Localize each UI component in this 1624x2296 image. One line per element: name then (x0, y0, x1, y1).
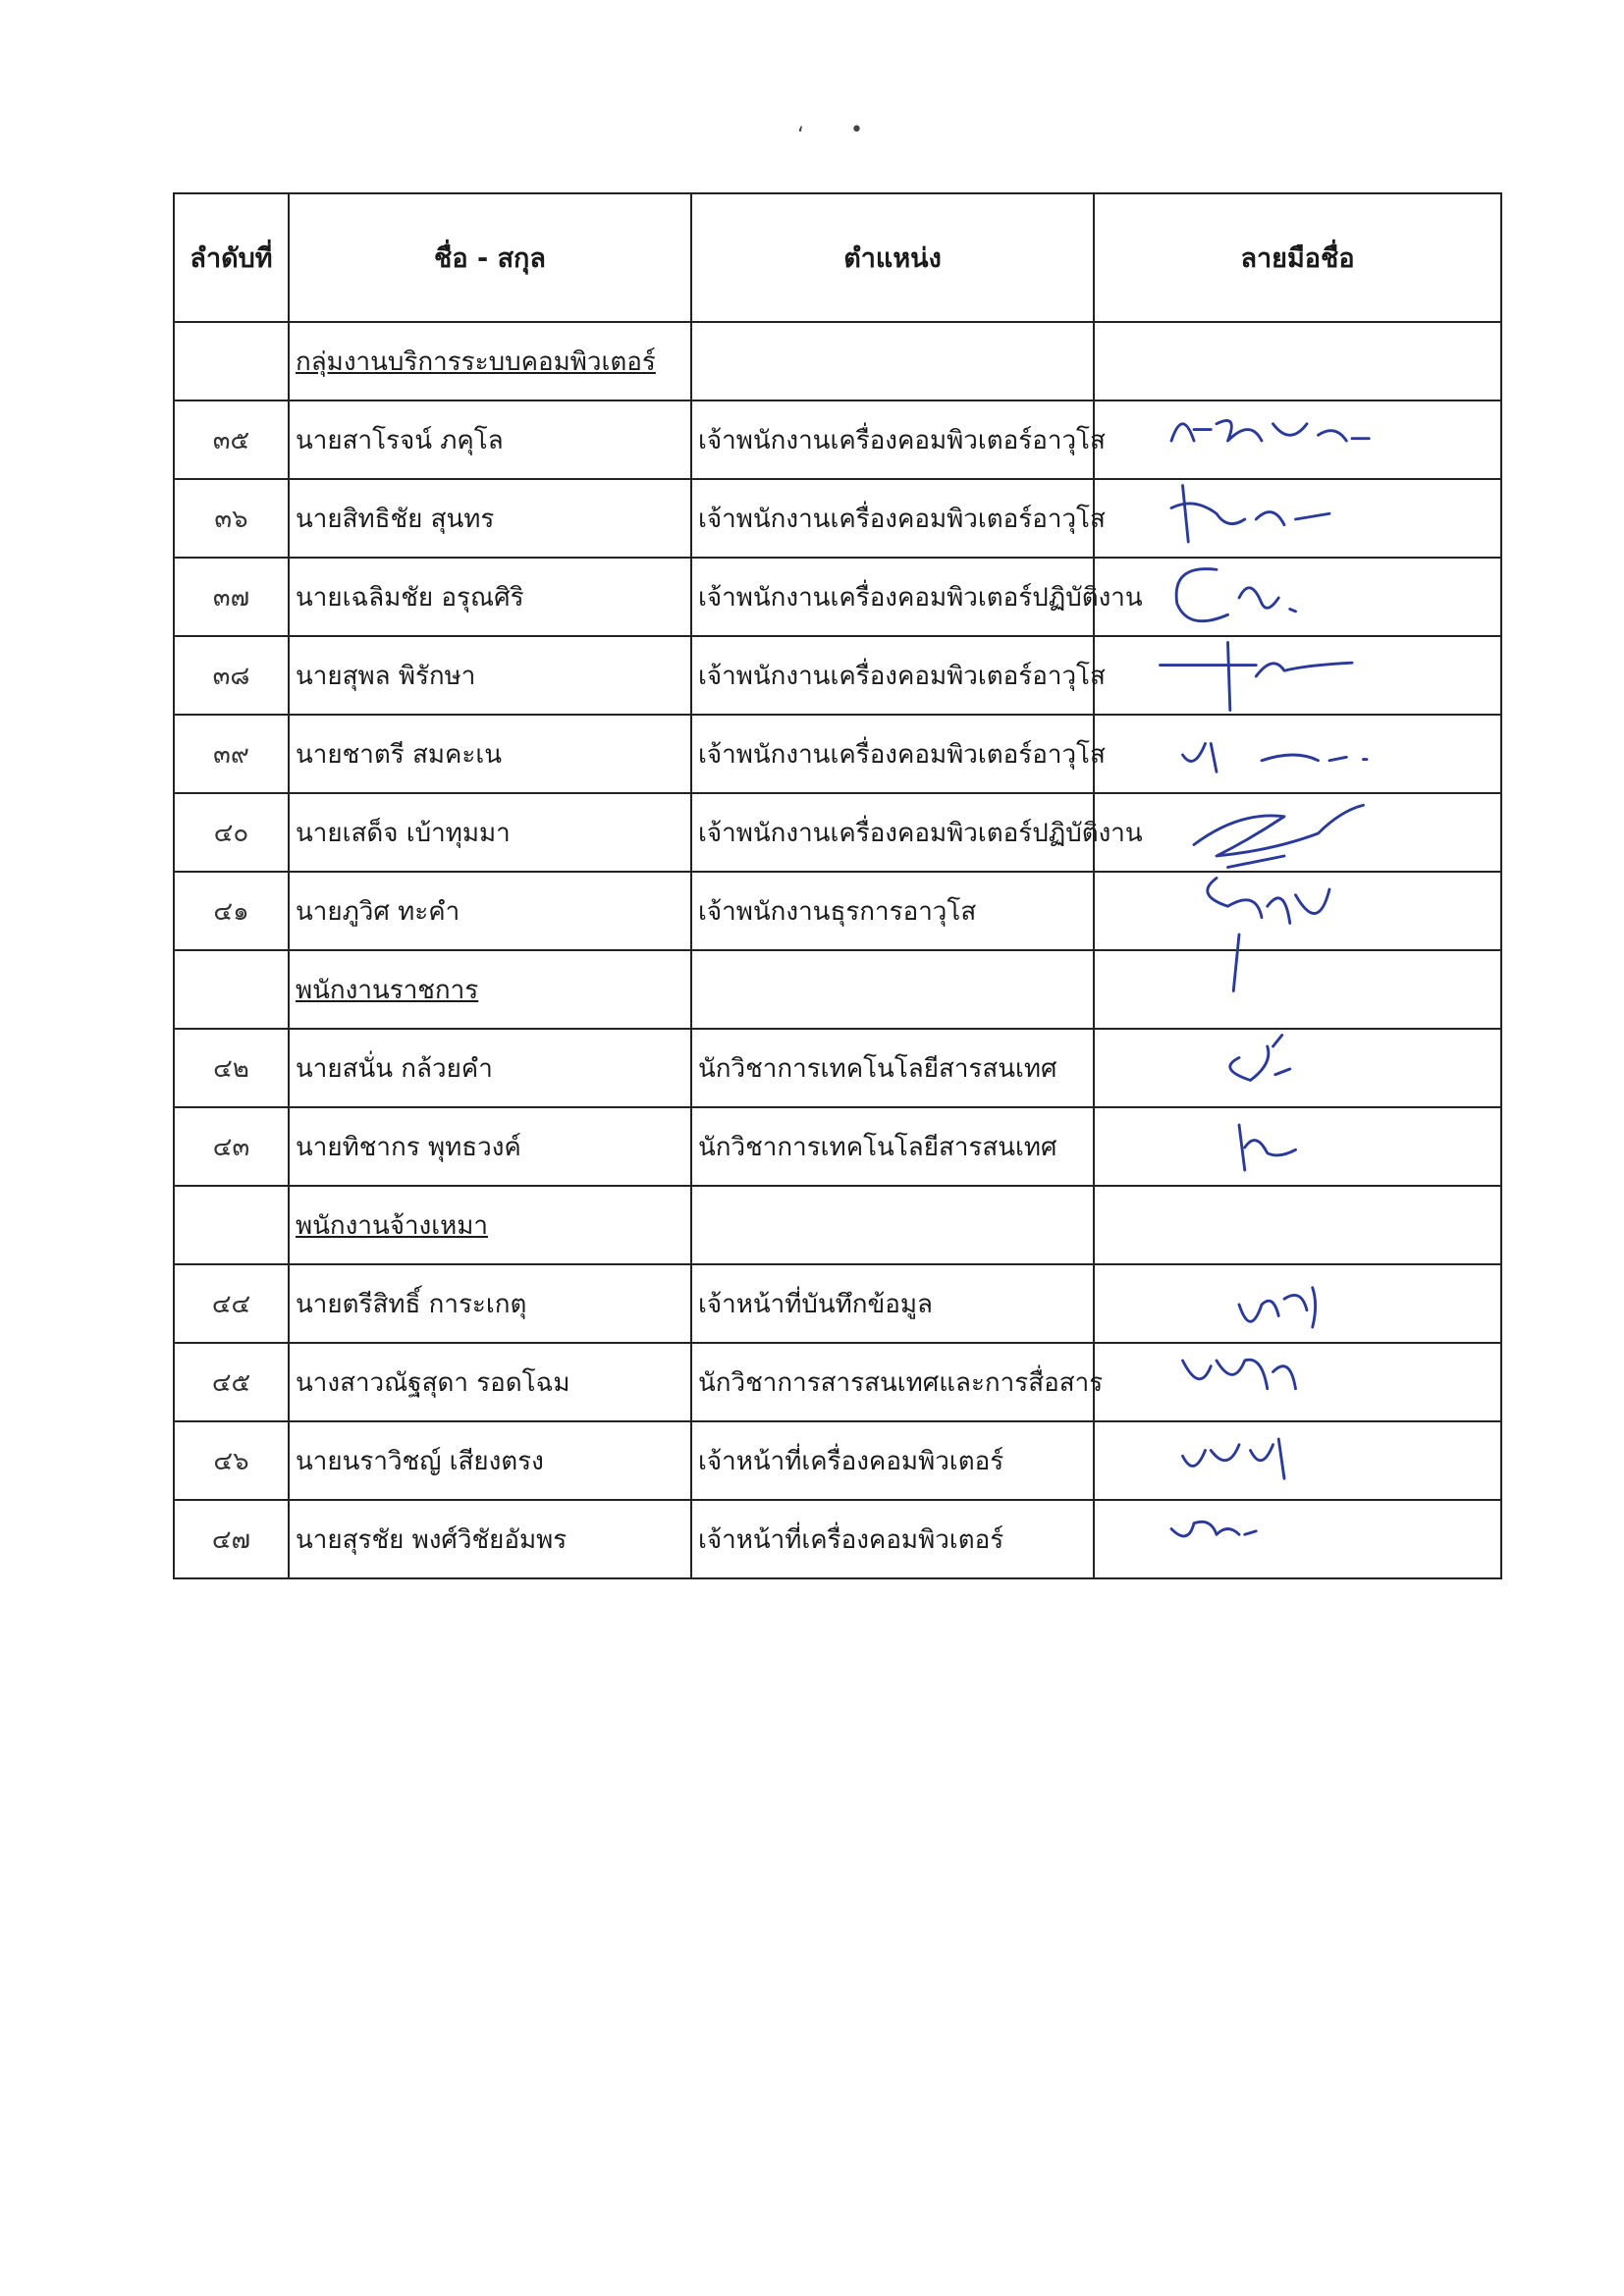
group-signature-cell (1094, 322, 1501, 400)
header-position: ตำแหน่ง (691, 193, 1094, 322)
row-position: เจ้าพนักงานเครื่องคอมพิวเตอร์อาวุโส (691, 636, 1094, 715)
row-position: เจ้าพนักงานเครื่องคอมพิวเตอร์อาวุโส (691, 400, 1094, 479)
group-title: กลุ่มงานบริการระบบคอมพิวเตอร์ (289, 322, 691, 400)
row-name: นายนราวิชญ์ เสียงตรง (289, 1421, 691, 1500)
handwritten-signature (1134, 553, 1389, 643)
row-number: ๓๗ (174, 558, 289, 636)
row-signature (1094, 872, 1501, 950)
row-number: ๔๖ (174, 1421, 289, 1500)
group-row (174, 950, 1501, 1029)
row-signature (1094, 715, 1501, 793)
row-position: เจ้าพนักงานเครื่องคอมพิวเตอร์อาวุโส (691, 479, 1094, 558)
signature-stroke (1161, 643, 1353, 711)
table-row (174, 793, 1501, 872)
scan-speck: ‘ (797, 124, 804, 148)
table-row (174, 1107, 1501, 1186)
group-number-cell (174, 322, 289, 400)
signature-stroke (1183, 1360, 1296, 1389)
row-position: เจ้าพนักงานธุรการอาวุโส (691, 872, 1094, 950)
signature-stroke (1171, 1522, 1256, 1536)
signature-stroke (1176, 569, 1295, 621)
table-row (174, 715, 1501, 793)
header-signature: ลายมือชื่อ (1094, 193, 1501, 322)
signature-stroke (1183, 744, 1367, 773)
handwritten-signature (1134, 1024, 1389, 1114)
row-position: นักวิชาการสารสนเทศและการสื่อสาร (691, 1343, 1094, 1421)
group-number-cell (174, 1186, 289, 1264)
table-body (174, 322, 1501, 1578)
group-signature-cell (1094, 950, 1501, 1029)
group-title: พนักงานราชการ (289, 950, 691, 1029)
group-row (174, 322, 1501, 400)
handwritten-signature (1134, 474, 1389, 564)
handwritten-signature (1134, 867, 1389, 957)
row-name: นายชาตรี สมคะเน (289, 715, 691, 793)
row-signature (1094, 1029, 1501, 1107)
row-number: ๔๕ (174, 1343, 289, 1421)
scan-speck: • (850, 118, 863, 142)
handwritten-signature (1134, 710, 1389, 800)
signature-stroke (1239, 1288, 1316, 1327)
row-name: นายทิชากร พุทธวงค์ (289, 1107, 691, 1186)
row-position: นักวิชาการเทคโนโลยีสารสนเทศ (691, 1107, 1094, 1186)
attendance-table (173, 192, 1502, 1579)
table-row (174, 1500, 1501, 1578)
row-position: เจ้าหน้าที่เครื่องคอมพิวเตอร์ (691, 1500, 1094, 1578)
row-position: เจ้าหน้าที่บันทึกข้อมูล (691, 1264, 1094, 1343)
group-number-cell (174, 950, 289, 1029)
group-row (174, 1186, 1501, 1264)
row-name: นายสุพล พิรักษา (289, 636, 691, 715)
handwritten-signature (1134, 788, 1389, 879)
row-signature (1094, 793, 1501, 872)
row-signature (1094, 400, 1501, 479)
group-position-cell (691, 1186, 1094, 1264)
row-signature (1094, 1343, 1501, 1421)
signature-stroke (1183, 1439, 1285, 1478)
row-signature (1094, 1264, 1501, 1343)
row-number: ๓๘ (174, 636, 289, 715)
row-number: ๓๙ (174, 715, 289, 793)
row-name: นายสาโรจน์ ภคุโล (289, 400, 691, 479)
table-row (174, 872, 1501, 950)
signature-stroke (1194, 805, 1364, 867)
row-number: ๔๑ (174, 872, 289, 950)
row-number: ๔๐ (174, 793, 289, 872)
row-position: เจ้าพนักงานเครื่องคอมพิวเตอร์ปฏิบัติงาน (691, 793, 1094, 872)
row-name: นายสุรชัย พงศ์วิชัยอัมพร (289, 1500, 691, 1578)
row-name: นางสาวณัฐสุดา รอดโฉม (289, 1343, 691, 1421)
handwritten-signature (1134, 1259, 1389, 1350)
row-position: เจ้าพนักงานเครื่องคอมพิวเตอร์อาวุโส (691, 715, 1094, 793)
signature-stroke (1171, 420, 1369, 441)
row-position: เจ้าหน้าที่เครื่องคอมพิวเตอร์ (691, 1421, 1094, 1500)
row-signature (1094, 1500, 1501, 1578)
table-row (174, 479, 1501, 558)
row-name: นายภูวิศ ทะคำ (289, 872, 691, 950)
signature-stroke (1239, 1125, 1296, 1170)
row-name: นายสนั่น กล้วยคำ (289, 1029, 691, 1107)
row-position: เจ้าพนักงานเครื่องคอมพิวเตอร์ปฏิบัติงาน (691, 558, 1094, 636)
row-name: นายเสด็จ เบ้าทุมมา (289, 793, 691, 872)
row-signature (1094, 558, 1501, 636)
handwritten-signature (1134, 1416, 1389, 1507)
row-number: ๔๒ (174, 1029, 289, 1107)
table-row (174, 558, 1501, 636)
table-row (174, 1421, 1501, 1500)
row-name: นายสิทธิชัย สุนทร (289, 479, 691, 558)
table-row (174, 636, 1501, 715)
handwritten-signature (1134, 1338, 1389, 1428)
row-position: นักวิชาการเทคโนโลยีสารสนเทศ (691, 1029, 1094, 1107)
row-number: ๓๕ (174, 400, 289, 479)
row-number: ๓๖ (174, 479, 289, 558)
handwritten-signature (1134, 1102, 1389, 1193)
header-name: ชื่อ - สกุล (289, 193, 691, 322)
row-signature (1094, 636, 1501, 715)
group-signature-cell (1094, 1186, 1501, 1264)
row-signature (1094, 1107, 1501, 1186)
signature-stroke (1171, 486, 1329, 543)
row-number: ๔๓ (174, 1107, 289, 1186)
group-position-cell (691, 322, 1094, 400)
handwritten-signature (1134, 1495, 1389, 1585)
table-row (174, 1029, 1501, 1107)
table-row (174, 1343, 1501, 1421)
handwritten-signature (1134, 631, 1389, 721)
row-signature (1094, 1421, 1501, 1500)
table-row (174, 1264, 1501, 1343)
signature-stroke (1230, 1036, 1290, 1081)
row-number: ๔๔ (174, 1264, 289, 1343)
table-header-row (174, 193, 1501, 322)
table-row (174, 400, 1501, 479)
row-signature (1094, 479, 1501, 558)
row-name: นายเฉลิมชัย อรุณศิริ (289, 558, 691, 636)
row-name: นายตรีสิทธิ์ การะเกตุ (289, 1264, 691, 1343)
handwritten-signature (1134, 396, 1389, 486)
group-position-cell (691, 950, 1094, 1029)
row-number: ๔๗ (174, 1500, 289, 1578)
header-number: ลำดับที่ (174, 193, 289, 322)
group-title: พนักงานจ้างเหมา (289, 1186, 691, 1264)
